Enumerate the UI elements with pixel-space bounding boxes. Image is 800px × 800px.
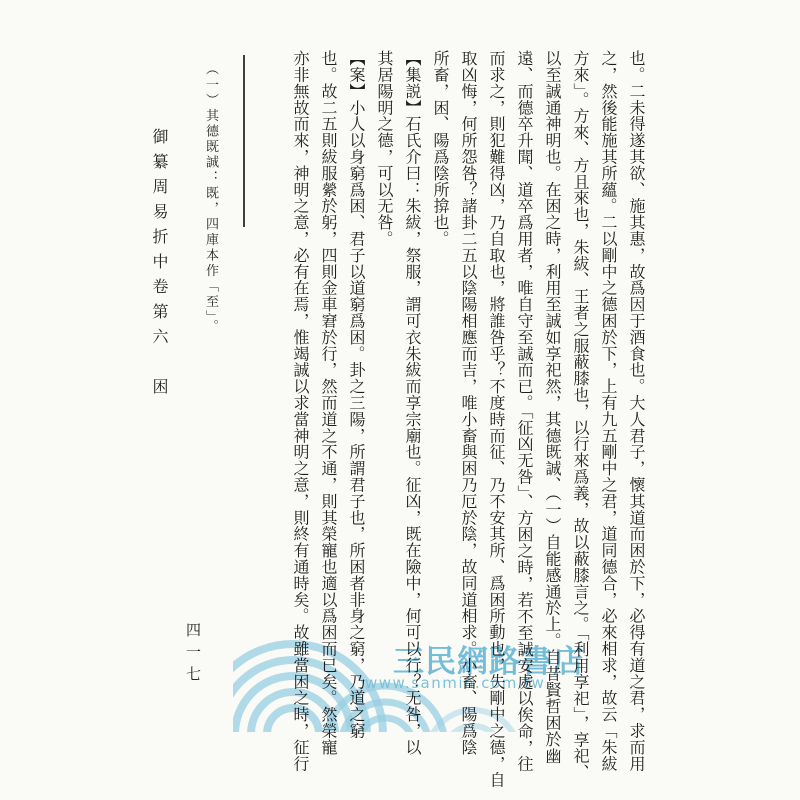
text-column-4: 以至誠通神明也。在困之時，利用至誠如享祀然，其德既誠、（一）自能感通於上。自昔賢哲困於幽 xyxy=(543,50,562,764)
text-column-10: 其居陽明之德，可以无咎。 xyxy=(375,50,394,247)
text-column-8: 所畜，困、陽爲陰所揜也。 xyxy=(431,50,450,247)
volume-title: 御纂周易折中卷第六 困 xyxy=(150,128,169,403)
text-column-1: 也。二未得遂其欲、施其惠，故爲因于酒食也。大人君子，懷其道而困於下，必得有道之君，求而用 xyxy=(627,50,646,772)
text-column-2: 之，然後能施其所蘊。二以剛中之德困於下，上有九五剛中之君，道同德合，必來相求，故云「朱紱 xyxy=(599,50,618,772)
watermark-store-name: 三民網路書店 xyxy=(393,644,585,680)
text-column-12: 也。故二五則紱服縈於躬，四則金車窘於行，然而道之不通，則其榮寵也適以爲困而已矣。然榮寵 xyxy=(319,50,338,756)
page-number: 四一七 xyxy=(184,622,202,688)
text-column-7: 取凶悔，何所怨咎？諸卦二五以陰陽相應而吉，唯小畜與困乃厄於陰，故同道相求。小畜、陽爲陰 xyxy=(459,50,478,756)
watermark-url: www.sanmin.com.tw xyxy=(365,674,546,692)
footnote-text: （一）其德既誠：既，四庫本作「至」。 xyxy=(203,62,218,335)
text-column-5: 遠、而德卒升聞、道卒爲用者，唯自守至誠而已。「征凶无咎」、方困之時，若不至誠安處以俟命，往 xyxy=(515,50,534,772)
main-text-block xyxy=(286,50,650,790)
text-column-9: 【集説】石氏介曰：朱紱，祭服，謂可衣朱紱而享宗廟也。征凶，既在險中，何可以行？无咎，以 xyxy=(403,50,422,756)
text-column-6: 而求之，則犯難得凶，乃自取也，將誰咎乎？不度時而征、乃不安其所、爲困所動也，失剛中之德，自 xyxy=(487,50,506,788)
footnote-separator xyxy=(243,55,245,227)
text-column-11: 【案】小人以身窮爲困、君子以道窮爲困。卦之三陽，所謂君子也，所困者非身之窮，乃道之窮 xyxy=(347,50,366,739)
text-column-13: 亦非無故而來，神明之意，必有在焉，惟竭誠以求當神明之意，則終有通時矣。故雖當困之時，征行 xyxy=(291,50,310,772)
text-column-3: 方來」。方來、方且來也，朱紱、王者之服蔽膝也，以行來爲義，故以蔽膝言之。「利用享祀」，享祀、 xyxy=(571,50,590,781)
